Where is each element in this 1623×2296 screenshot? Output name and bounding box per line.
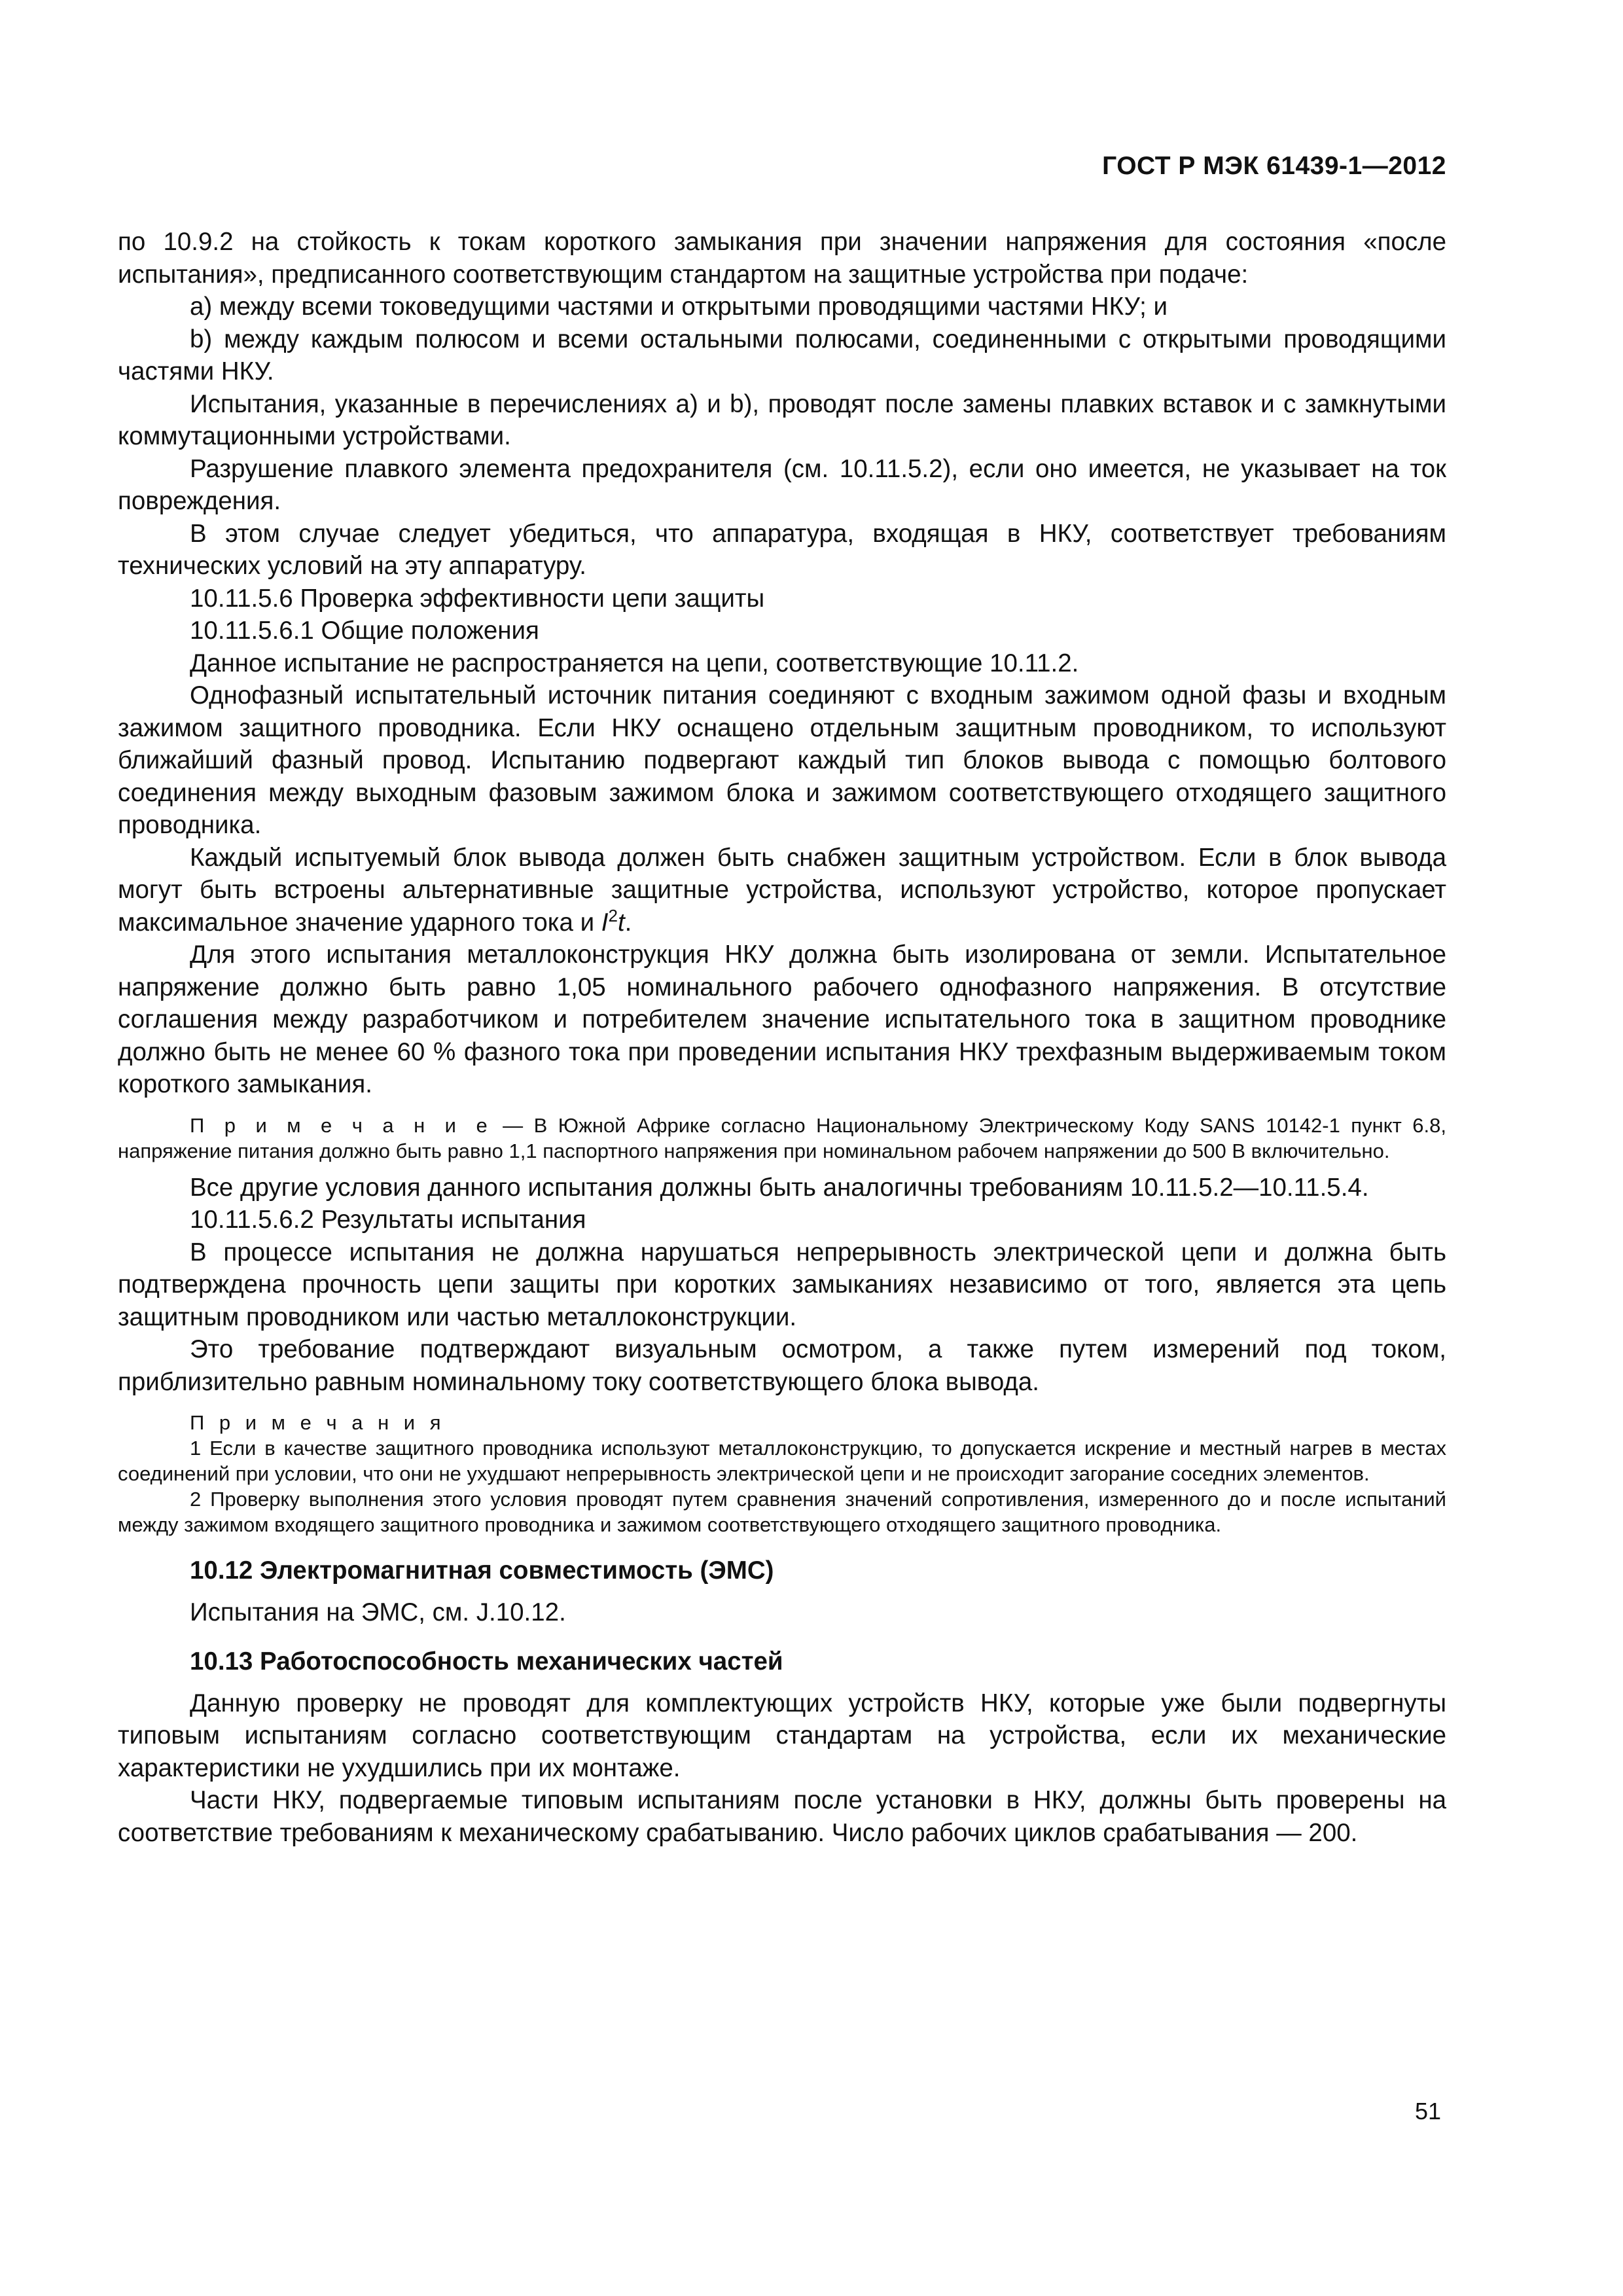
document-body [118, 226, 1446, 1849]
list-item-a: а) между всеми токоведущими частями и открытыми проводящими частями НКУ; и [190, 293, 1168, 321]
paragraph: Части НКУ, подвергаемые типовым испытаниям после установки в НКУ, должны быть проверены на соответствие требованиям к механическому срабатыванию. Число рабочих циклов срабатывания — 200. [118, 1786, 1446, 1847]
paragraph: В процессе испытания не должна нарушаться непрерывность электрической цепи и должна быть подтверждена прочность цепи защиты при коротких замыканиях независимо от того, является эта цепь защитным проводником или частью металлоконструкции. [118, 1238, 1446, 1331]
paragraph-end: . [624, 908, 632, 937]
paragraph: Данное испытание не распространяется на цепи, соответствующие 10.11.2. [190, 649, 1079, 677]
formula-i: I [601, 908, 609, 937]
note-block [118, 1113, 1446, 1164]
note-text: — В Южной Африке согласно Национальному Электрическому Коду SANS 10142-1 пункт 6.8, напряжение питания должно быть равно 1,1 паспортного напряжения при номинальном рабочем напряжении до 500 В включительно. [118, 1113, 1446, 1162]
paragraph: Испытания, указанные в перечислениях а) и b), проводят после замены плавких вставок и с замкнутыми коммутационными устройствами. [118, 389, 1446, 450]
note [118, 1113, 1446, 1164]
page-header-standard: ГОСТ Р МЭК 61439-1—2012 [1102, 152, 1446, 180]
section-title-10-11-5-6-2: 10.11.5.6.2 Результаты испытания [190, 1206, 586, 1234]
paragraph: Разрушение плавкого элемента предохранителя (см. 10.11.5.2), если оно имеется, не указывает на ток повреждения. [118, 454, 1446, 515]
list-item-b: b) между каждым полюсом и всеми остальными полюсами, соединенными с открытыми проводящими частями НКУ. [118, 325, 1446, 386]
formula-exponent: 2 [608, 905, 618, 925]
section-title-10-11-5-6: 10.11.5.6 Проверка эффективности цепи защиты [190, 584, 765, 613]
paragraph: В этом случае следует убедиться, что аппаратура, входящая в НКУ, соответствует требованиям технических условий на эту аппаратуру. [118, 519, 1446, 580]
section-heading-10-13: 10.13 Работоспособность механических частей [190, 1647, 783, 1676]
paragraph-text: Каждый испытуемый блок вывода должен быть снабжен защитным устройством. Если в блок вывода могут быть встроены альтернативные защитные устройства, используют устройство, которое пропускает максимальное значение ударного тока и [118, 843, 1446, 937]
notes-label-text: П р и м е ч а н и я [190, 1411, 446, 1434]
paragraph: Данную проверку не проводят для комплектующих устройств НКУ, которые уже были подвергнуты типовым испытаниям согласно соответствующим стандартам на устройства, если их механические характеристики не ухудшились при их монтаже. [118, 1689, 1446, 1782]
section-title-10-11-5-6-1: 10.11.5.6.1 Общие положения [190, 617, 539, 645]
section-heading-10-12: 10.12 Электромагнитная совместимость (ЭМС) [190, 1556, 774, 1585]
paragraph: Все другие условия данного испытания должны быть аналогичны требованиям 10.11.5.2—10.11.5.4. [190, 1173, 1369, 1202]
paragraph: Это требование подтверждают визуальным осмотром, а также путем измерений под током, приблизительно равным номинальному току соответствующего блока вывода. [118, 1335, 1446, 1396]
paragraph: Испытания на ЭМС, см. J.10.12. [190, 1598, 566, 1626]
note-item-1: 1 Если в качестве защитного проводника используют металлоконструкцию, то допускается искрение и местный нагрев в местах соединений при условии, что они не ухудшают непрерывность электрической цепи и не происходит загорание соседних элементов. [118, 1437, 1446, 1485]
page-number: 51 [1414, 2098, 1441, 2125]
formula-t: t [617, 908, 625, 937]
paragraph-with-formula [118, 842, 1446, 939]
paragraph: Однофазный испытательный источник питания соединяют с входным зажимом одной фазы и входным зажимом защитного проводника. Если НКУ оснащено отдельным защитным проводником, то используют ближайший фазный провод. Испытанию подвергают каждый тип блоков вывода с помощью болтового соединения между выходным фазовым зажимом блока и зажимом соответствующего отходящего защитного проводника. [118, 681, 1446, 839]
paragraph: по 10.9.2 на стойкость к токам короткого замыкания при значении напряжения для состояния «после испытания», предписанного соответствующим стандартом на защитные устройства при подаче: [118, 228, 1446, 289]
notes-block [118, 1410, 1446, 1537]
notes-label [118, 1410, 1446, 1435]
note-label: П р и м е ч а н и е [190, 1113, 492, 1137]
paragraph: Для этого испытания металлоконструкция НКУ должна быть изолирована от земли. Испытательное напряжение должно быть равно 1,05 номинального рабочего однофазного напряжения. В отсутствие соглашения между разработчиком и потребителем значение испытательного тока в защитном проводнике должно быть не менее 60 % фазного тока при проведении испытания НКУ трехфазным выдерживаемым током короткого замыкания. [118, 941, 1446, 1098]
note-item-2: 2 Проверку выполнения этого условия проводят путем сравнения значений сопротивления, измеренного до и после испытаний между зажимом входящего защитного проводника и зажимом соответствующего отходящего защитного проводника. [118, 1488, 1446, 1536]
